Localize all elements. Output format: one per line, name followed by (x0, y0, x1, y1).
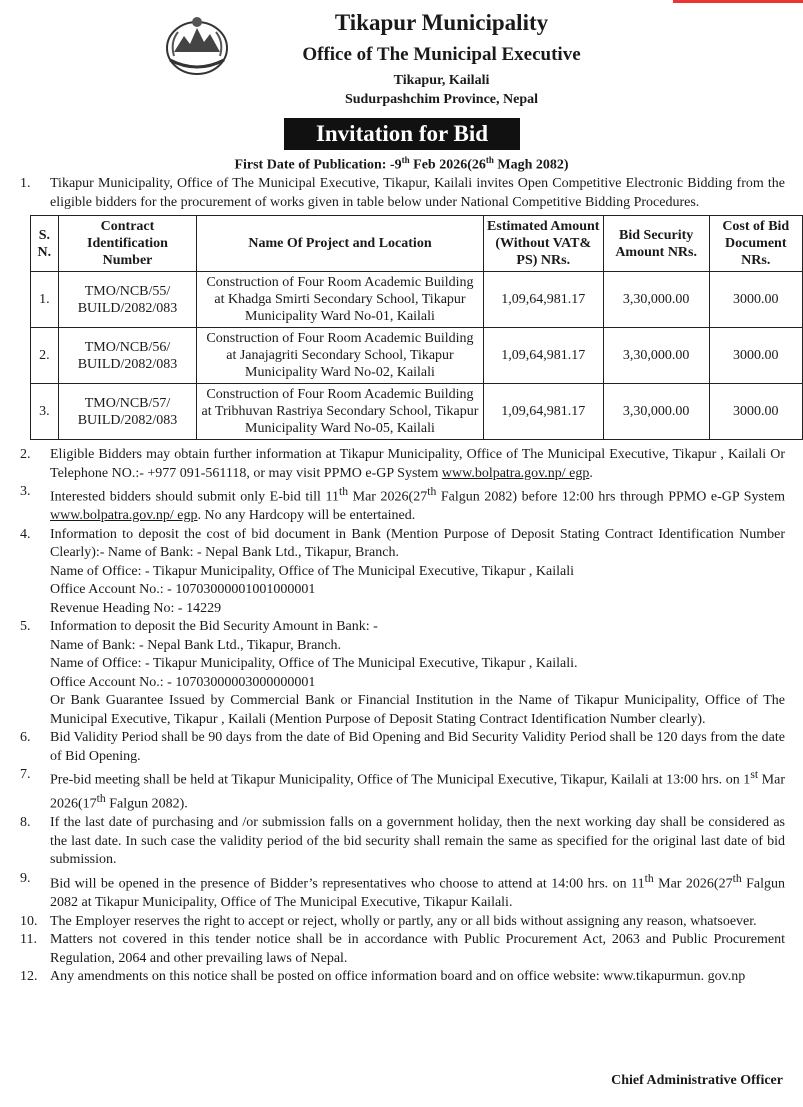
clause-4-line: Revenue Heading No: - 14229 (50, 600, 222, 616)
cell-security: 3,30,000.00 (603, 384, 709, 440)
clause-9-text-a: Bid will be opened in the presence of Bidder’s representatives who choose to attend at 14:00 hrs. on 11 (50, 876, 645, 892)
clause-7-text-b: Mar 2026(17 (50, 772, 785, 812)
bolpatra-link[interactable]: www.bolpatra.gov.np/ egp (50, 508, 198, 524)
clause-2-end: . (589, 465, 593, 481)
clause-1 (20, 175, 785, 212)
header (0, 0, 803, 120)
municipality-title: Tikapur Municipality (334, 10, 549, 35)
clause-7-text-c: Falgun 2082). (105, 796, 188, 812)
clause-number: 1. (20, 176, 31, 191)
clause-7 (20, 766, 785, 814)
notice-body (20, 175, 790, 987)
cell-security: 3,30,000.00 (603, 328, 709, 384)
clause-7-text-a: Pre-bid meeting shall be held at Tikapur Municipality, Office of The Municipal Executive, Tikapur, Kailali at 13:00 hrs. on 1 (50, 772, 751, 788)
invitation-banner: Invitation for Bid (284, 118, 520, 150)
cell-project: Construction of Four Room Academic Building at Khadga Smirti Secondary School, Tikapur Municipality Ward No-01, Kailali (197, 272, 483, 328)
clause-9-text-b: Mar 2026(27 (653, 876, 733, 892)
clause-text: The Employer reserves the right to accept or reject, wholly or partly, any or all bids without assigning any reason, whatsoever. (50, 913, 757, 929)
clause-number: 11. (20, 932, 37, 948)
clause-4-line: Name of Office: - Tikapur Municipality, Office of The Municipal Executive, Tikapur , Kailali (50, 563, 574, 579)
clause-text: Any amendments on this notice shall be posted on office information board and on office website: www.tikapurmun. gov.np (50, 969, 746, 985)
clause-text (50, 618, 785, 729)
clause-number: 8. (20, 815, 31, 831)
publication-date (0, 155, 803, 174)
clause-text (50, 766, 785, 814)
clause-number: 12. (20, 969, 38, 985)
clause-5-line: Name of Office: - Tikapur Municipality, Office of The Municipal Executive, Tikapur , Kailali. (50, 656, 578, 672)
clause-number: 3. (20, 484, 31, 499)
table-header-row (31, 216, 803, 272)
clause-text: Tikapur Municipality, Office of The Municipal Executive, Tikapur, Kailali invites Open Competitive Electronic Bidding from the eligible bidders for the procurement of works given in table below under National Competitive Bidding Procedures. (50, 176, 785, 210)
table-row (31, 328, 803, 384)
clause-number: 9. (20, 870, 31, 886)
clause-4-line: Information to deposit the cost of bid document in Bank (Mention Purpose of Deposit Stating Contract Identification Number Clearly):- Name of Bank: - Nepal Bank Ltd., Tikapur, Branch. (50, 526, 785, 561)
clause-4 (20, 526, 785, 619)
pub-sup1: th (401, 155, 410, 165)
works-table (30, 215, 803, 440)
cell-sn: 2. (31, 328, 59, 384)
clause-2 (20, 446, 785, 483)
clause-3-sup2: th (427, 485, 437, 498)
cell-security: 3,30,000.00 (603, 272, 709, 328)
clause-4-line: Office Account No.: - 10703000001001000001 (50, 582, 316, 598)
cell-project: Construction of Four Room Academic Building at Janajagriti Secondary School, Tikapur Municipality Ward No-02, Kailali (197, 328, 483, 384)
clause-5-line: Or Bank Guarantee Issued by Commercial Bank or Financial Institution in the Name of Tikapur Municipality, Office of The Municipal Executive, Tikapur , Kailali (Mention Purpose of Deposit Stating Contract Identification Number clearly). (50, 693, 785, 727)
clause-10 (20, 913, 785, 932)
cell-amount: 1,09,64,981.17 (483, 384, 603, 440)
clause-5 (20, 618, 785, 729)
clause-text: Bid Validity Period shall be 90 days from the date of Bid Opening and Bid Security Validity Period shall be 120 days from the date of Bid Opening. (50, 730, 785, 764)
bolpatra-link[interactable]: www.bolpatra.gov.np/ egp (441, 465, 590, 481)
clause-text: Matters not covered in this tender notice shall be in accordance with Public Procurement Act, 2063 and Public Procurement Regulation, 2064 and other prevailing laws of Nepal. (50, 932, 785, 966)
col-cost: Cost of Bid Document NRs. (709, 216, 802, 272)
clause-9-sup1: th (644, 871, 654, 885)
clause-number: 5. (20, 619, 31, 635)
clause-3-text-c: Falgun 2082) before 12:00 hrs through PPMO e-GP System (436, 489, 785, 505)
clause-11 (20, 931, 785, 968)
clause-3-text-b: Mar 2026(27 (348, 489, 428, 505)
clause-number: 2. (20, 447, 31, 462)
pub-sup2: th (485, 155, 494, 165)
cell-cost: 3000.00 (709, 272, 802, 328)
clause-6 (20, 729, 785, 766)
clause-text (50, 483, 785, 526)
clause-text: If the last date of purchasing and /or submission falls on a government holiday, then the next working day shall be considered as the last date. In such case the validity period of the bid security shall remain the same as specified for the original last date of bid submission. (50, 815, 785, 868)
clause-12 (20, 968, 785, 987)
clause-text (50, 446, 785, 483)
clause-3-text-a: Interested bidders should submit only E-bid till 11 (50, 489, 339, 505)
clause-number: 4. (20, 526, 31, 542)
address-line-1: Tikapur, Kailali (393, 73, 490, 88)
cell-project: Construction of Four Room Academic Building at Tribhuvan Rastriya Secondary School, Tikapur Municipality Ward No-05, Kailali (197, 384, 483, 440)
clause-3-end: . No any Hardcopy will be entertained. (197, 508, 416, 524)
cell-contract: TMO/NCB/55/ BUILD/2082/083 (58, 272, 197, 328)
col-amount: Estimated Amount (Without VAT& PS) NRs. (483, 216, 603, 272)
cell-contract: TMO/NCB/57/ BUILD/2082/083 (58, 384, 197, 440)
clause-2-text: Eligible Bidders may obtain further information at Tikapur Municipality, Office of The Municipal Executive, Tikapur , Kailali Or Telephone NO.:- +977 091-561118, or may visit PPMO e-GP System (50, 447, 785, 481)
clause-3-sup1: th (338, 485, 349, 498)
table-row (31, 272, 803, 328)
clause-3 (20, 483, 785, 526)
clause-9-text-c: Falgun 2082 at Tikapur Municipality, Office of The Municipal Executive, Tikapur Kailali. (50, 876, 786, 911)
pub-label: First Date of Publication: -9 (234, 157, 402, 173)
col-project: Name Of Project and Location (197, 216, 483, 272)
cell-sn: 1. (31, 272, 59, 328)
clause-5-line: Office Account No.: - 10703000003000000001 (50, 674, 316, 690)
cell-amount: 1,09,64,981.17 (483, 272, 603, 328)
cell-cost: 3000.00 (709, 384, 802, 440)
col-contract: Contract Identification Number (58, 216, 197, 272)
clause-number: 10. (20, 913, 38, 929)
signature: Chief Administrative Officer (611, 1073, 783, 1088)
cell-contract: TMO/NCB/56/ BUILD/2082/083 (58, 328, 197, 384)
clause-text (50, 526, 785, 619)
pub-mid: Feb 2026(26 (409, 157, 486, 173)
clause-5-line: Name of Bank: - Nepal Bank Ltd., Tikapur, Branch. (50, 637, 342, 653)
clause-text (50, 870, 785, 913)
clause-8 (20, 814, 785, 870)
cell-sn: 3. (31, 384, 59, 440)
col-sn: S. N. (31, 216, 59, 272)
pub-end: Magh 2082) (493, 157, 569, 173)
clause-7-sup2: th (96, 792, 106, 806)
clause-9 (20, 870, 785, 913)
clause-7-sup1: st (750, 768, 759, 782)
clause-5-line: Information to deposit the Bid Security Amount in Bank: - (50, 619, 378, 635)
clause-9-sup2: th (732, 871, 742, 885)
col-security: Bid Security Amount NRs. (603, 216, 709, 272)
clause-number: 7. (20, 767, 31, 783)
table-row (31, 384, 803, 440)
cell-amount: 1,09,64,981.17 (483, 328, 603, 384)
address-line-2: Sudurpashchim Province, Nepal (344, 92, 539, 107)
office-title: Office of The Municipal Executive (302, 44, 581, 65)
cell-cost: 3000.00 (709, 328, 802, 384)
clause-number: 6. (20, 730, 31, 746)
